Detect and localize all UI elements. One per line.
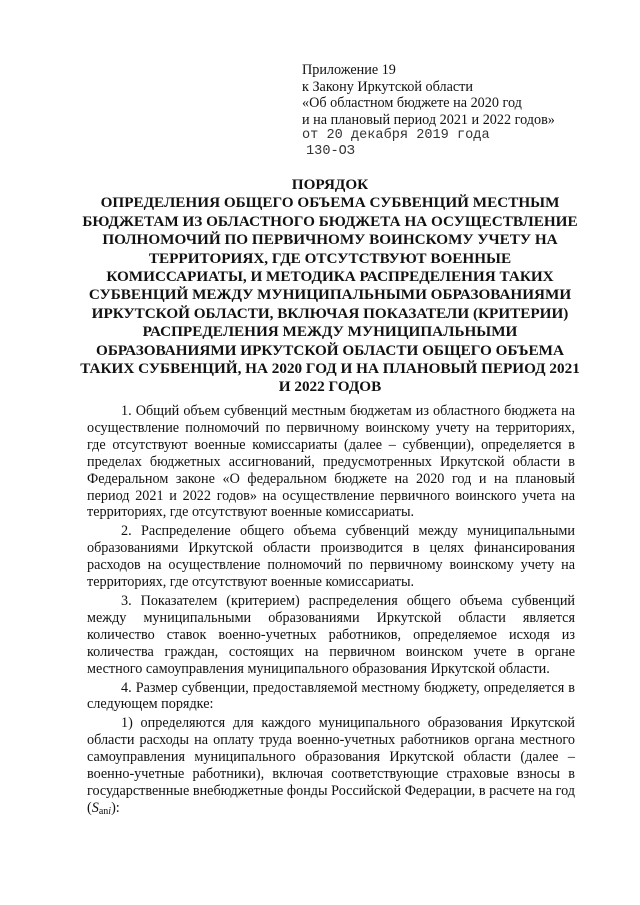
title-line: СУБВЕНЦИЙ МЕЖДУ МУНИЦИПАЛЬНЫМИ ОБРАЗОВАНИЯМИ	[88, 286, 572, 304]
appendix-header	[302, 62, 602, 160]
paragraph-1: 1. Общий объем субвенций местным бюджетам из областного бюджета на осуществление полномочий по первичному воинскому учету на территориях, где отсутствуют военные комиссариаты (далее – субвенции), определяется в пределах бюджетных ассигнований, предусмотренных Иркутской области в Федеральном законе «О федеральном бюджете на 2020 год и на плановый период 2021 и 2022 годов» на осуществление первичного воинского учета на территориях, где отсутствуют военные комиссариаты.	[87, 403, 575, 521]
appendix-law-title-2: и на плановый период 2021 и 2022 годов»	[302, 111, 555, 128]
appendix-law-title-1: «Об областном бюджете на 2020 год	[302, 95, 522, 112]
title-line: И 2022 ГОДОВ	[278, 378, 382, 396]
appendix-law-ref: к Закону Иркутской области	[302, 78, 473, 95]
title-line: ИРКУТСКОЙ ОБЛАСТИ, ВКЛЮЧАЯ ПОКАЗАТЕЛИ (КРИТЕРИИ)	[91, 304, 569, 322]
paragraph-4: 4. Размер субвенции, предоставляемой местному бюджету, определяется в следующем порядке:	[87, 679, 575, 713]
paragraph-2: 2. Распределение общего объема субвенций между муниципальными образованиями Иркутской области производится в целях финансирования расходов на осуществление полномочий по первичному воинскому учету на территориях, где отсутствуют военные комиссариаты.	[87, 523, 575, 591]
title-line: РАСПРЕДЕЛЕНИЯ МЕЖДУ МУНИЦИПАЛЬНЫМИ	[142, 323, 518, 341]
paragraph-4-1-text: 1) определяются для каждого муниципального образования Иркутской области расходы на оплату труда военно-учетных работников органа местного самоуправления муниципального образования Иркутской области (далее – военно-учетные работники), включая соответствующие страховые взносы в государственные внебюджетные фонды Российской Федерации, в расчете на год (	[87, 715, 575, 816]
formula-subscript	[99, 806, 111, 817]
formula-symbol: S	[91, 799, 99, 816]
title-line: ПОЛНОМОЧИЙ ПО ПЕРВИЧНОМУ ВОИНСКОМУ УЧЕТУ НА	[102, 231, 558, 249]
title-line: ТЕРРИТОРИЯХ, ГДЕ ОТСУТСТВУЮТ ВОЕННЫЕ	[148, 249, 512, 267]
title-line: ОПРЕДЕЛЕНИЯ ОБЩЕГО ОБЪЕМА СУБВЕНЦИЙ МЕСТНЫМ	[100, 194, 560, 212]
title-line: ОБРАЗОВАНИЯМИ ИРКУТСКОЙ ОБЛАСТИ ОБЩЕГО ОБЪЕМА	[96, 341, 564, 359]
appendix-law-number: 130-ОЗ	[306, 144, 355, 160]
paragraph-4-1-end: ):	[111, 799, 120, 816]
title-line: ПОРЯДОК	[291, 176, 369, 193]
document-body	[87, 403, 575, 821]
paragraph-3: 3. Показателем (критерием) распределения общего объема субвенций между муниципальными образованиями Иркутской области является количество ставок военно-учетных работников, определяемое исходя из количества граждан, состоящих на первичном воинском учете в органе местного самоуправления муниципального образования Иркутской области.	[87, 592, 575, 677]
title-line: ТАКИХ СУБВЕНЦИЙ, НА 2020 ГОД И НА ПЛАНОВЫЙ ПЕРИОД 2021	[80, 360, 580, 378]
paragraph-4-1	[87, 715, 575, 820]
appendix-number: Приложение 19	[302, 62, 396, 78]
title-line: КОМИССАРИАТЫ, И МЕТОДИКА РАСПРЕДЕЛЕНИЯ ТАКИХ	[106, 268, 554, 286]
formula-subscript-an: an	[98, 805, 109, 817]
formula-subscript-i: i	[108, 805, 112, 817]
appendix-date: от 20 декабря 2019 года	[302, 128, 490, 144]
document-title	[60, 176, 600, 397]
title-line: БЮДЖЕТАМ ИЗ ОБЛАСТНОГО БЮДЖЕТА НА ОСУЩЕСТВЛЕНИЕ	[82, 212, 578, 230]
